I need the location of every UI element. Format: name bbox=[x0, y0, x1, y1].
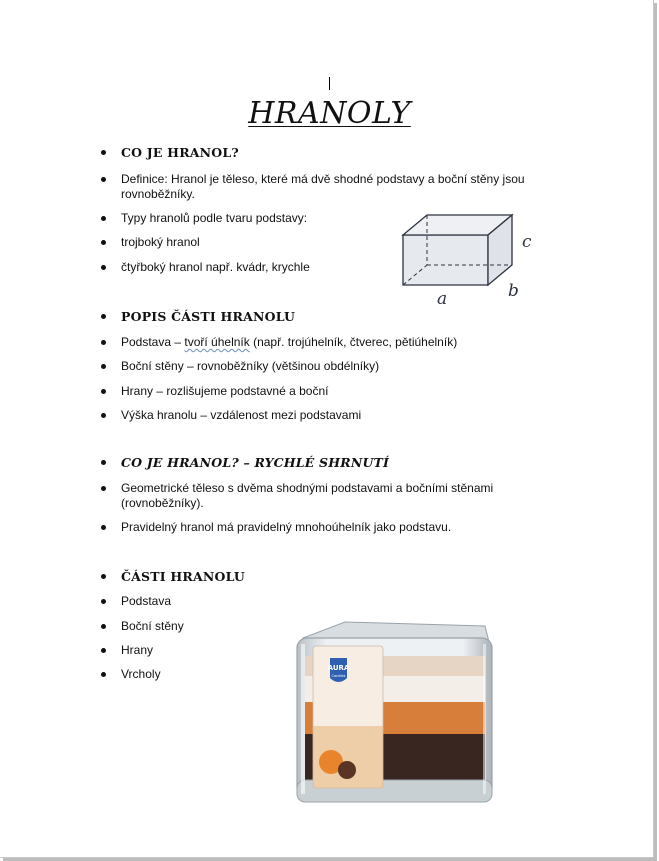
bullet-icon bbox=[101, 265, 106, 270]
bullet-icon bbox=[101, 486, 106, 491]
prism-diagram bbox=[395, 210, 540, 310]
bullet-icon bbox=[101, 150, 106, 155]
bullet-icon bbox=[101, 413, 106, 418]
bullet-icon bbox=[101, 460, 106, 465]
bullet-icon bbox=[101, 599, 106, 604]
prism-label-c: c bbox=[522, 232, 532, 252]
prism-front-face bbox=[403, 235, 488, 285]
bullet-icon bbox=[101, 340, 106, 345]
spellcheck-underline: tvoří úhelník bbox=[184, 335, 250, 349]
candle-brand: AURA bbox=[327, 664, 350, 672]
bullet-icon bbox=[101, 525, 106, 530]
text-cursor bbox=[329, 77, 330, 90]
bullet-icon bbox=[101, 364, 106, 369]
prism-label-b: b bbox=[508, 281, 519, 301]
candle-brand-sub: Candles bbox=[331, 674, 346, 678]
bullet-icon bbox=[101, 240, 106, 245]
bullet-icon bbox=[101, 574, 106, 579]
bullet-icon bbox=[101, 672, 106, 677]
bullet-icon bbox=[101, 624, 106, 629]
candle-image bbox=[285, 616, 500, 811]
bullet-icon bbox=[101, 216, 106, 221]
document-page: HRANOLY CO JE HRANOL? Definice: Hranol je těleso, které má dvě shodné podstavy a boční stěny jsou rovnoběžníky. Typy hranolů podle tvaru podstavy: trojboký hranol čtyřboký hranol např. kvádr, krychle a b c POPIS ČÁSTI HRANOLU Podstava – tvoří úhelník (např. trojúhelník, čtverec, pětiúhelník) Boční stěny – rovnoběžníky (většinou obdélníky) Hrany – rozlišujeme podstavné a boční Výška hranolu – vzdálenost mezi podstavami CO JE HRANOL? – RYCHLÉ SHRNUTÍ Geometrické těleso s dvěma shodnými podstavami a bočními stěnami (rovnoběžníky). Pravidelný hranol má pravidelný mnohoúhelník jako podstavu. ČÁSTI HRANOLU Podstava Boční stěny Hrany Vrcholy AURA Candles bbox=[0, 0, 654, 858]
bullet-icon bbox=[101, 389, 106, 394]
bullet-icon bbox=[101, 648, 106, 653]
bullet-icon bbox=[101, 314, 106, 319]
prism-label-a: a bbox=[437, 289, 448, 309]
page-title: HRANOLY bbox=[248, 96, 411, 131]
bullet-icon bbox=[101, 177, 106, 182]
